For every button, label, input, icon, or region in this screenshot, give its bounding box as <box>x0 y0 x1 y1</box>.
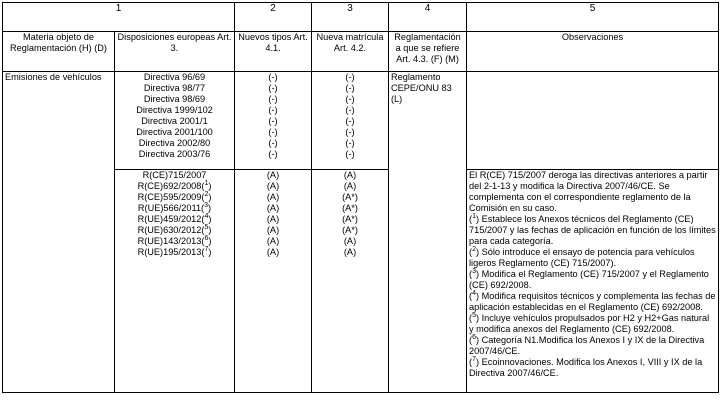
list-item: (-) <box>268 138 278 148</box>
list-item: (-) <box>345 138 355 148</box>
list-item: (A*) <box>342 203 358 213</box>
list-item: (-) <box>345 149 355 159</box>
list-item: (A) <box>343 181 357 191</box>
list-item: (A*) <box>342 225 358 235</box>
header-nueva-matricula: Nueva matrícula Art. 4.2. <box>312 32 389 72</box>
column-number-2: 2 <box>235 3 312 32</box>
block1-nuevos-tipos <box>235 72 312 170</box>
list-item: R(UE)459/2012($^4$) <box>137 212 212 224</box>
list-item: Directiva 2003/76 <box>138 149 211 159</box>
directivas-list <box>115 72 235 170</box>
list-item: (-) <box>345 83 355 93</box>
column-number-5: 5 <box>467 3 719 32</box>
observaciones-cell <box>467 170 719 393</box>
list-item: R(CE)595/2009($^2$) <box>137 190 212 202</box>
list-item: (A) <box>343 247 357 257</box>
list-item: R(UE)566/2011($^3$) <box>137 201 212 213</box>
list-item: Directiva 96/69 <box>143 72 206 82</box>
header-reglamentacion: Reglamentación a que se refiere Art. 4.3. (F) (M) <box>389 32 467 72</box>
list-item: R(UE)143/2013($^6$) <box>137 234 212 246</box>
list-item: (-) <box>268 105 278 115</box>
list-item: Directiva 2001/1 <box>141 116 208 126</box>
observation-note: ($^2$) Sólo introduce el ensayo de potencia para vehículos ligeros Reglamento (CE) 715/2007). <box>469 245 695 268</box>
list-item: (A*) <box>342 192 358 202</box>
header-materia: Materia objeto de Reglamentación (H) (D) <box>3 32 115 72</box>
block2-nueva-matricula <box>312 170 389 393</box>
list-item: (-) <box>268 116 278 126</box>
block1-observaciones <box>467 72 719 170</box>
block1-row <box>3 72 719 170</box>
list-item: (-) <box>268 83 278 93</box>
list-item: Directiva 98/69 <box>143 94 206 104</box>
list-item: (A) <box>266 225 280 235</box>
list-item: (A) <box>343 170 357 180</box>
observation-note: ($^5$) Incluye vehículos propulsados por H2 y H2+Gas natural y modifica anexos del Reglamento (CE) 692/2008. <box>469 311 710 334</box>
materia-cell: Emisiones de vehículos <box>3 72 115 393</box>
block1-nueva-matricula <box>312 72 389 170</box>
list-item: R(UE)195/2013($^7$) <box>137 245 212 257</box>
list-item: Directiva 1999/102 <box>136 105 213 115</box>
column-number-row <box>3 3 719 32</box>
list-item: (A) <box>266 214 280 224</box>
list-item: (-) <box>345 116 355 126</box>
list-item: (A) <box>266 203 280 213</box>
header-row <box>3 32 719 72</box>
header-observaciones: Observaciones <box>467 32 719 72</box>
list-item: (A) <box>266 236 280 246</box>
observation-note: ($^4$) Modifica requisitos técnicos y complementa las fechas de aplicación establecidas en el Reglamento (CE) 692/2008. <box>469 289 716 312</box>
observation-note: ($^7$) Ecoinnovaciones. Modifica los Anexos I, VIII y IX de la Directiva 2007/46/CE. <box>469 355 703 378</box>
regulation-table <box>2 2 719 393</box>
observation-note: ($^3$) Modifica el Reglamento (CE) 715/2007 y el Reglamento (CE) 692/2008. <box>469 267 709 290</box>
header-nuevos-tipos: Nuevos tipos Art. 4.1. <box>235 32 312 72</box>
observation-note: ($^1$) Establece los Anexos técnicos del Reglamento (CE) 715/2007 y las fechas de aplicación en función de los límites para cada categoría. <box>469 212 716 246</box>
list-item: (A) <box>266 181 280 191</box>
block2-nuevos-tipos <box>235 170 312 393</box>
column-number-4: 4 <box>389 3 467 32</box>
header-disposiciones: Disposiciones europeas Art. 3. <box>115 32 235 72</box>
column-number-3: 3 <box>312 3 389 32</box>
list-item: (-) <box>268 72 278 82</box>
list-item: (-) <box>345 127 355 137</box>
list-item: R(CE)715/2007 <box>142 170 207 180</box>
list-item: (A) <box>266 247 280 257</box>
list-item: (-) <box>345 105 355 115</box>
column-number-1: 1 <box>3 3 235 32</box>
list-item: (A) <box>266 170 280 180</box>
list-item: R(CE)692/2008($^1$) <box>137 179 212 191</box>
list-item: (-) <box>345 94 355 104</box>
list-item: (A) <box>266 192 280 202</box>
list-item: R(UE)630/2012($^5$) <box>137 223 212 235</box>
list-item: (-) <box>268 94 278 104</box>
list-item: (A) <box>343 236 357 246</box>
list-item: Directiva 98/77 <box>143 83 206 93</box>
list-item: (A*) <box>342 214 358 224</box>
list-item: Directiva 2002/80 <box>138 138 211 148</box>
observation-note: ($^6$) Categoría N1.Modifica los Anexos I y IX de la Directiva 2007/46/CE. <box>469 333 705 356</box>
observation-intro: El R(CE) 715/2007 deroga las directivas anteriores a partir del 2-1-13 y modifica la Directiva 2007/46/CE. Se complementa con el correspondiente reglamento de la Comisión en su caso. <box>469 170 708 213</box>
list-item: (-) <box>345 72 355 82</box>
list-item: (-) <box>268 127 278 137</box>
list-item: (-) <box>268 149 278 159</box>
reglamentos-list <box>115 170 235 393</box>
reglamentacion-cell: Reglamento CEPE/ONU 83 (L) <box>389 72 467 393</box>
list-item: Directiva 2001/100 <box>136 127 213 137</box>
